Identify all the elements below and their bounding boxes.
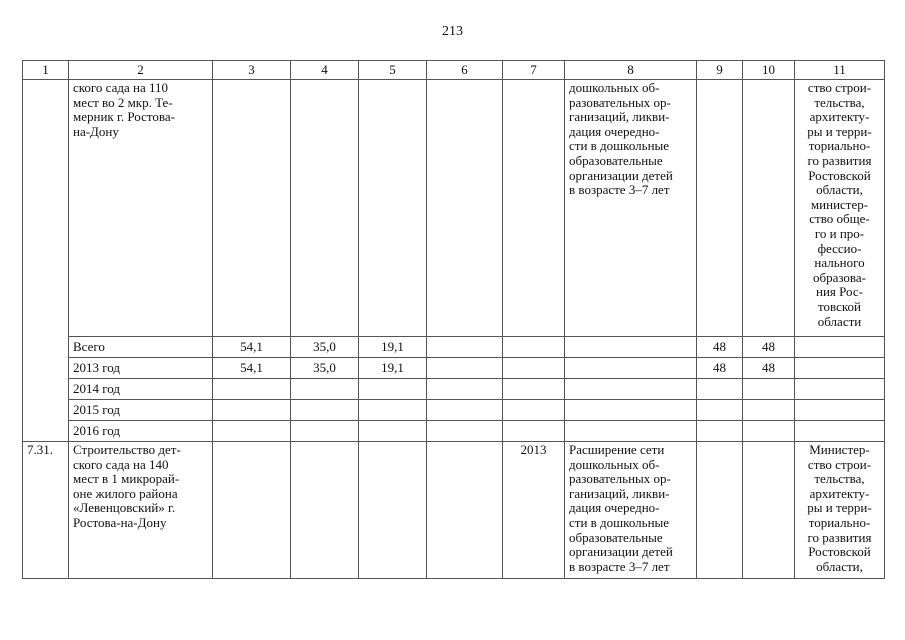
- table-row: 2013 год 54,1 35,0 19,1 48 48: [23, 358, 885, 379]
- column-header: 6: [427, 61, 503, 80]
- column-header: 2: [69, 61, 213, 80]
- column-header: 5: [359, 61, 427, 80]
- table-row: 2016 год: [23, 421, 885, 442]
- cell-year: 2013: [503, 442, 565, 579]
- cell-number: 7.31.: [23, 442, 69, 579]
- column-header: 7: [503, 61, 565, 80]
- table-row: Всего 54,1 35,0 19,1 48 48: [23, 337, 885, 358]
- column-header: 4: [291, 61, 359, 80]
- cell-object-name: ского сада на 110 мест во 2 мкр. Те- мерник г. Ростова- на-Дону: [69, 80, 213, 337]
- cell-responsible: Министер- ство строи- тельства, архитекту- ры и терри- ториально- го развития Ростовской области,: [795, 442, 885, 579]
- column-header: 10: [743, 61, 795, 80]
- column-header: 8: [565, 61, 697, 80]
- column-header: 1: [23, 61, 69, 80]
- column-header: 3: [213, 61, 291, 80]
- cell-number: [23, 80, 69, 442]
- cell-object-name: Строительство дет- ского сада на 140 мест в 1 микрорай- оне жилого района «Левенцовский» г. Ростова-на-Дону: [69, 442, 213, 579]
- column-header: 9: [697, 61, 743, 80]
- cell-responsible: ство строи- тельства, архитекту- ры и терри- ториально- го развития Ростовской области, министер- ство обще- го и про- фессио- нального образова- ния Рос- товской области: [795, 80, 885, 337]
- cell-goal: дошкольных об- разовательных ор- ганизаций, ликви- дация очередно- сти в дошкольные образовательные организации детей в возрасте 3–7 лет: [565, 80, 697, 337]
- page-number: 213: [442, 24, 463, 39]
- header-row: [23, 61, 885, 80]
- table-row: [23, 442, 885, 579]
- program-table: [22, 60, 885, 579]
- table-row: [23, 80, 885, 337]
- table-row: 2015 год: [23, 400, 885, 421]
- cell-goal: Расширение сети дошкольных об- разовательных ор- ганизаций, ликви- дация очередно- сти в дошкольные образовательные организации детей в возрасте 3–7 лет: [565, 442, 697, 579]
- table-row: 2014 год: [23, 379, 885, 400]
- column-header: 11: [795, 61, 885, 80]
